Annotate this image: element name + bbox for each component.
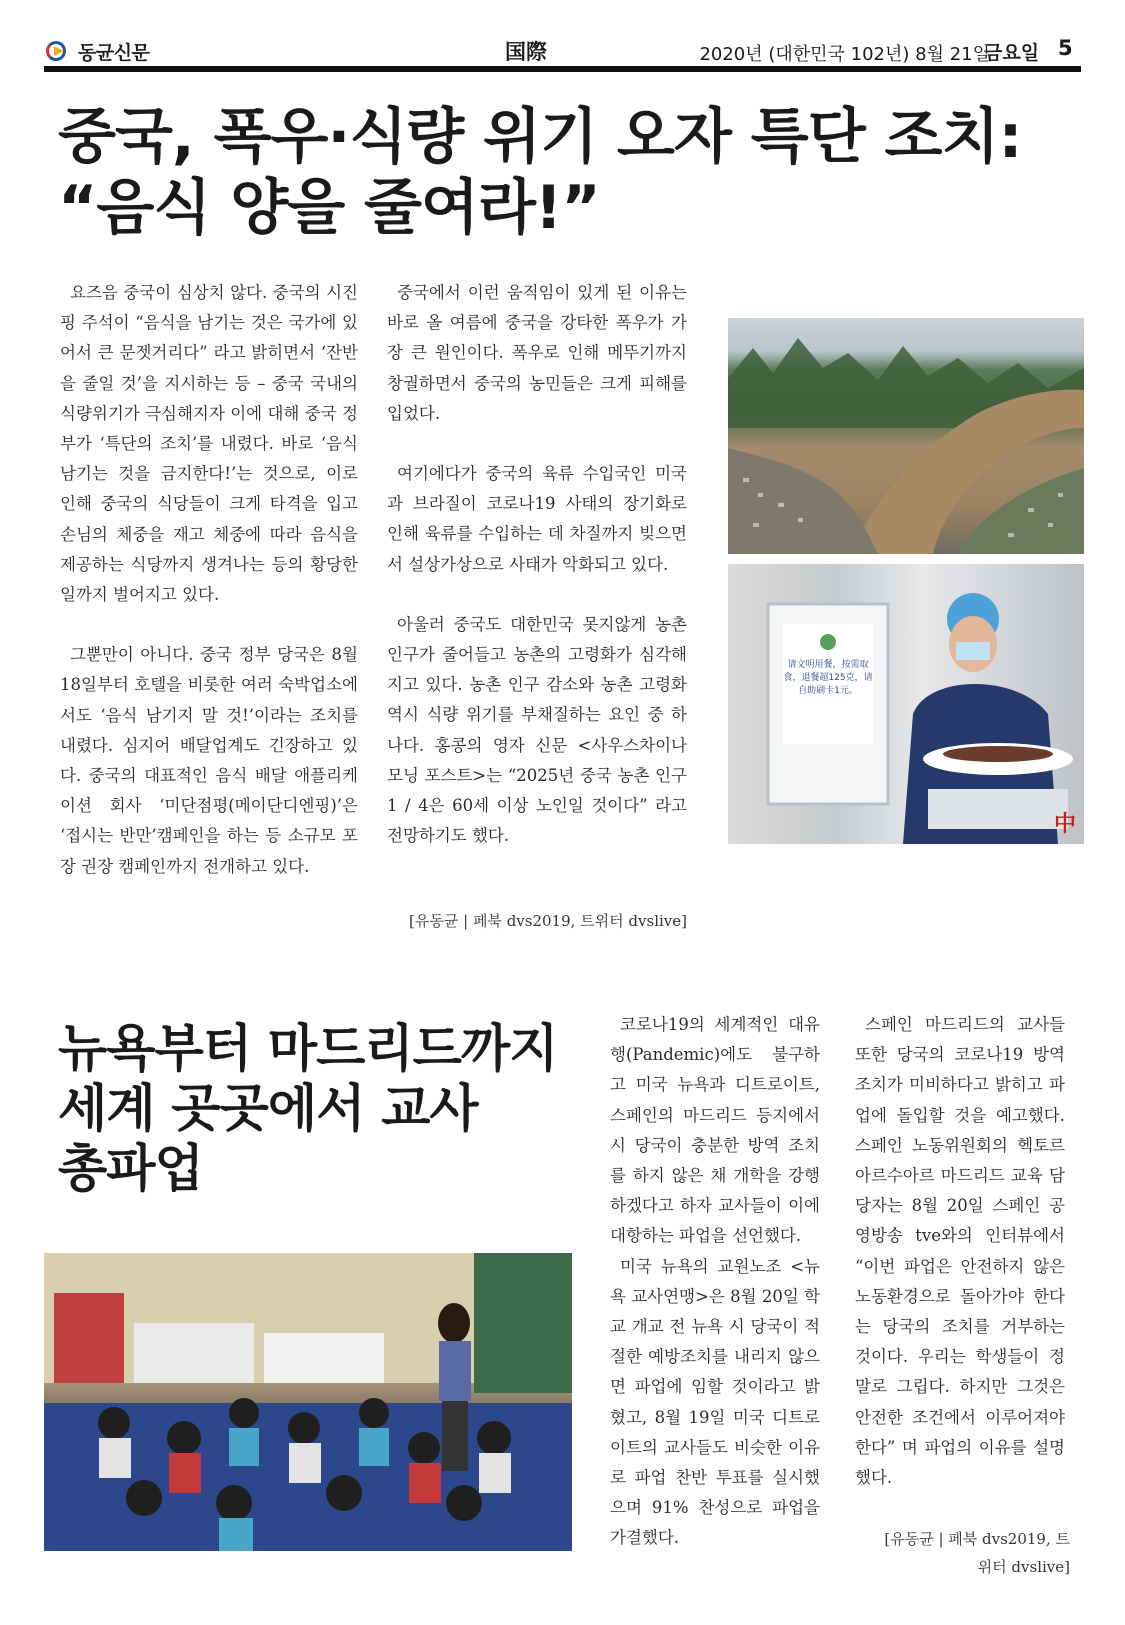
- article2-headline-line3: 총파업: [58, 1140, 203, 1199]
- paragraph: 미국 뉴욕의 교원노조 <뉴욕 교사연맹>은 8월 20일 학교 개교 전 뉴욕 시 당국이 적절한 예방조치를 내리지 않으면 파업에 임할 것이라고 밝혔고, 8월 19일 미국 디트로이트의 교사들도 비슷한 이유로 파업 찬반 투표를 실시했으며 91% 찬성으로 파업을 가결했다.: [610, 1256, 820, 1548]
- article1-headline-line2: “음식 양을 줄여라!”: [58, 173, 600, 243]
- cafeteria-worker-photo: [728, 564, 1084, 844]
- issue-date: 2020년 (대한민국 102년) 8월 21일: [699, 44, 990, 65]
- article1-headline: [58, 102, 1058, 244]
- article2-headline-line2: 세계 곳곳에서 교사: [58, 1080, 478, 1139]
- paragraph: 여기에다가 중국의 육류 수입국인 미국과 브라질이 코로나19 사태의 장기화로 인해 육류를 수입하는 데 차질까지 빚으면서 설상가상으로 사태가 악화되고 있다.: [387, 464, 687, 574]
- article2-byline: [유동균 | 페북 dvs2019, 트위터 dvslive]: [884, 1530, 1070, 1576]
- sign-text: 请文明用餐，按需取食，退餐超125克，请自助刷卡1元。: [783, 660, 873, 696]
- article2-column1: [610, 1010, 820, 1554]
- watermark: 中: [1053, 812, 1076, 837]
- logo-text: 동균신문: [78, 41, 150, 64]
- article1-byline: [유동균 | 페북 dvs2019, 트위터 dvslive]: [409, 912, 687, 930]
- classroom-photo: [44, 1253, 572, 1551]
- article2-headline: [58, 1020, 578, 1200]
- paragraph: 그뿐만이 아니다. 중국 정부 당국은 8월 18일부터 호텔을 비롯한 여러 숙박업소에서도 ‘음식 남기지 말 것!’이라는 조치를 내렸다. 심지어 배달업계도 긴장하고 있다. 중국의 대표적인 음식 배달 애플리케이션 회사 ‘미단점평(메이단디엔핑)’은 ‘접시는 반만’캠페인을 하는 등 소규모 포장 권장 캠페인까지 전개하고 있다.: [60, 645, 358, 876]
- article1-headline-line1: 중국, 폭우·식량 위기 오자 특단 조치:: [58, 102, 1022, 172]
- logo-icon: [44, 40, 72, 62]
- masthead-logo: [44, 38, 149, 64]
- article1-column2: [387, 278, 687, 851]
- paragraph: 코로나19의 세계적인 대유행(Pandemic)에도 불구하고 미국 뉴욕과 디트로이트, 스페인의 마드리드 등지에서 시 당국이 충분한 방역 조치를 하지 않은 채 개학을 강행하겠다고 하자 교사들이 이에 대항하는 파업을 선언했다.: [610, 1015, 820, 1246]
- article2-headline-line1: 뉴욕부터 마드리드까지: [58, 1020, 558, 1079]
- article1-column1: [60, 278, 358, 882]
- paragraph: 요즈음 중국이 심상치 않다. 중국의 시진핑 주석이 “음식을 남기는 것은 국가에 있어서 큰 문젯거리다” 라고 밝히면서 ‘잔반을 줄일 것’을 지시하는 등 – 중국 국내의 식량위기가 극심해지자 이에 대해 중국 정부가 ‘특단의 조치’를 내렸다. 바로 ‘음식 남기는 것을 금지한다!’는 것으로, 이로 인해 중국의 식당들이 크게 타격을 입고 손님의 체중을 재고 체중에 따라 음식을 제공하는 식당까지 생겨나는 등의 황당한 일까지 벌어지고 있다.: [60, 283, 358, 605]
- page-number: 5: [1058, 36, 1073, 60]
- issue-weekday: 금요일: [984, 42, 1040, 64]
- paragraph: 아울러 중국도 대한민국 못지않게 농촌 인구가 줄어들고 농촌의 고령화가 심각해지고 있다. 농촌 인구 감소와 농촌 고령화 역시 식량 위기를 부채질하는 요인 중 하나다. 홍콩의 영자 신문 <사우스차이나 모닝 포스트>는 “2025년 중국 농촌 인구 1 / 4은 60세 이상 노인일 것이다” 라고 전망하기도 했다.: [387, 614, 687, 846]
- paragraph: 중국에서 이런 움직임이 있게 된 이유는 바로 올 여름에 중국을 강타한 폭우가 가장 큰 원인이다. 폭우로 인해 메뚜기까지 창궐하면서 중국의 농민들은 크게 피해를 입었다.: [387, 283, 687, 423]
- header-rule: [44, 66, 1081, 72]
- paragraph: 스페인 마드리드의 교사들 또한 당국의 코로나19 방역 조치가 미비하다고 밝히고 파업에 돌입할 것을 예고했다. 스페인 노동위원회의 헥토르 아르수아르 마드리드 교육 담당자는 8월 20일 스페인 공영방송 tve와의 인터뷰에서 “이번 파업은 안전하지 않은 노동환경으로 돌아가야 한다는 당국의 조치를 거부하는 것이다. 우리는 학생들이 정말로 그립다. 하지만 그것은 안전한 조건에서 이루어져야 한다” 며 파업의 이유를 설명했다.: [855, 1015, 1065, 1488]
- article2-column2: [855, 1010, 1065, 1493]
- section-title: 国際: [505, 39, 547, 64]
- flood-river-photo: [728, 318, 1084, 554]
